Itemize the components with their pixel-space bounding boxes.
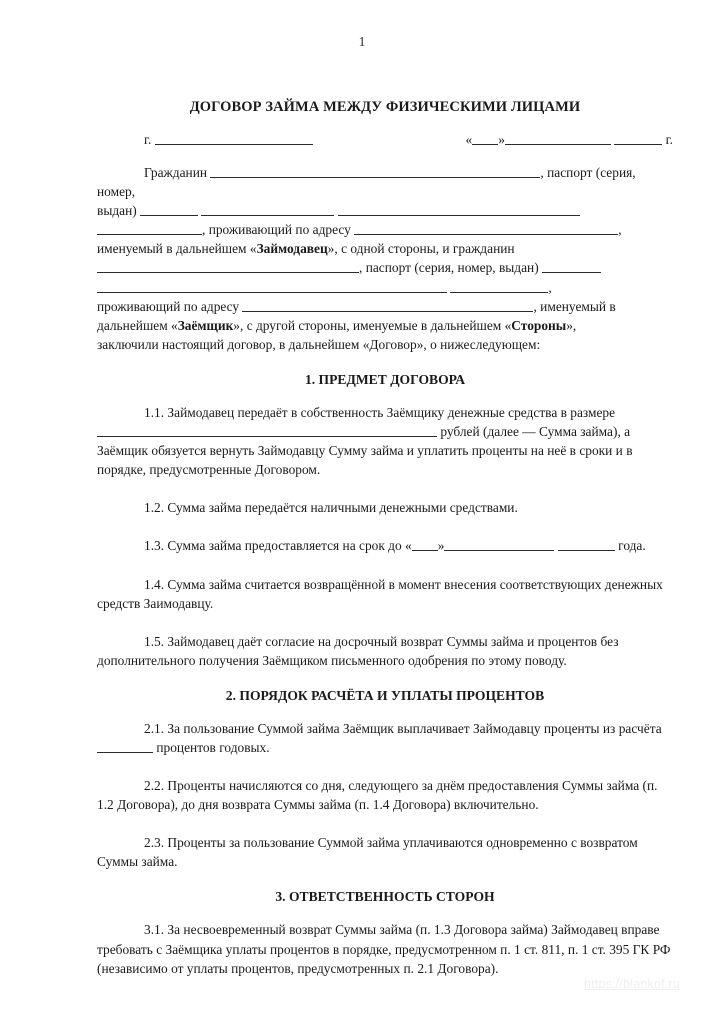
clause-2-1-text-part2: процентов годовых.: [156, 739, 270, 755]
date-close-quote: »: [498, 132, 505, 147]
repayment-day-blank[interactable]: [412, 537, 438, 551]
clause-1-4: 1.4. Сумма займа считается возвращённой в момент внесения соответствующих денежных средств Заимодавцу.: [97, 576, 663, 611]
section-heading-1: 1. ПРЕДМЕТ ДОГОВОРА: [304, 371, 466, 387]
lender-term: Займодавец: [256, 241, 328, 257]
repayment-year-blank[interactable]: [558, 537, 615, 551]
citizen2-passport-number-blank[interactable]: [97, 279, 447, 293]
date-open-quote: «: [465, 132, 473, 147]
page-number: 1: [358, 34, 366, 49]
clause-1-3-text-part3: года.: [618, 538, 646, 554]
document-title: ДОГОВОР ЗАЙМА МЕЖДУ ФИЗИЧЕСКИМИ ЛИЦАМИ: [189, 99, 581, 115]
site-watermark: https://blankof.ru: [583, 977, 680, 991]
lender-designation-prefix: именуемый в дальнейшем «: [97, 241, 257, 257]
clause-1-1: [97, 403, 673, 479]
clause-2-2: 2.2. Проценты начисляются со дня, следующего за днём предоставления Суммы займа (п. 1.2 Договора), до дня возврата Суммы займа (п. 1.4 Договора) включительно.: [97, 778, 658, 813]
citizen2-passport-issued-blank[interactable]: [450, 279, 548, 293]
clause-1-3-text-part1: 1.3. Сумма займа предоставляется на срок до «: [144, 538, 412, 554]
day-blank[interactable]: [472, 131, 498, 145]
citizen1-address-label: , проживающий по адресу: [202, 222, 351, 238]
year-suffix-label: г.: [665, 132, 673, 147]
citizen1-address-comma: ,: [618, 222, 622, 238]
citizen2-address-tail: , именуемый в: [533, 298, 616, 314]
citizen2-passport-label: , паспорт (серия, номер, выдан): [359, 260, 539, 276]
document-body: [97, 98, 673, 978]
citizen2-address-label: проживающий по адресу: [97, 298, 240, 314]
contract-header-row: [97, 130, 673, 151]
citizen1-passport-series-blank[interactable]: [140, 202, 198, 216]
parties-designation-suffix: »,: [566, 317, 577, 333]
interest-rate-blank[interactable]: [97, 739, 153, 753]
loan-amount-blank[interactable]: [97, 423, 437, 437]
city-prefix-label: г.: [144, 132, 152, 147]
citizen1-passport-label: , паспорт (серия, номер,: [97, 165, 636, 200]
year-blank[interactable]: [614, 131, 662, 145]
citizen1-label: Гражданин: [144, 165, 208, 180]
issued-label: выдан): [97, 203, 137, 219]
city-field-group: [144, 130, 313, 149]
citizen1-passport-issued-blank[interactable]: [338, 202, 580, 216]
clause-1-3-close-quote: »: [437, 538, 445, 554]
clause-1-5: 1.5. Займодавец даёт согласие на досрочный возврат Суммы займа и процентов без дополнительного получения Заёмщиком письменного одобрения по этому поводу.: [97, 633, 619, 668]
parties-term: Стороны: [511, 317, 567, 333]
preamble-closing-line: заключили настоящий договор, в дальнейшем «Договор», о нижеследующем:: [97, 336, 541, 352]
clause-2-1: [97, 719, 673, 757]
citizen2-name-blank[interactable]: [97, 259, 359, 273]
citizen1-address-blank[interactable]: [354, 221, 618, 235]
parties-designation-mid: », с другой стороны, именуемые в дальнейшем «: [233, 317, 512, 333]
section-heading-2: 2. ПОРЯДОК РАСЧЁТА И УПЛАТЫ ПРОЦЕНТОВ: [225, 687, 545, 703]
borrower-designation-prefix: дальнейшем «: [97, 317, 178, 333]
citizen2-address-blank[interactable]: [242, 298, 533, 312]
citizen1-name-blank[interactable]: [210, 164, 540, 178]
clause-1-1-text-part2: рублей (далее — Сумма займа), а Заёмщик обязуется вернуть Займодавцу Сумму займа и уплатить проценты на неё в сроки и в порядке, предусмотренные Договором.: [97, 424, 633, 478]
clause-1-3: [97, 536, 673, 555]
citizen1-passport-issued-cont-blank[interactable]: [97, 221, 202, 235]
repayment-month-blank[interactable]: [444, 537, 554, 551]
clause-1-1-text-part1: 1.1. Займодавец передаёт в собственность Заёмщику денежные средства в размере: [144, 404, 616, 420]
month-blank[interactable]: [505, 131, 611, 145]
date-field-group: [466, 130, 673, 149]
city-blank[interactable]: [155, 131, 313, 145]
clause-2-1-text-part1: 2.1. За пользование Суммой займа Заёмщик выплачивает Займодавцу проценты из расчёта: [144, 720, 662, 736]
citizen1-passport-number-blank[interactable]: [201, 202, 334, 216]
section-heading-3: 3. ОТВЕТСТВЕННОСТЬ СТОРОН: [275, 889, 495, 905]
lender-designation-suffix: », с одной стороны, и гражданин: [327, 241, 515, 257]
preamble-paragraph: [97, 163, 673, 354]
clause-3-1: 3.1. За несвоевременный возврат Суммы займа (п. 1.3 Договора займа) Займодавец вправе требовать с Заёмщика уплаты процентов в порядке, предусмотренном п. 1 ст. 811, п. 1 ст. 395 ГК РФ (независимо от уплаты процентов, предусмотренных п. 2.1 Договора).: [97, 922, 671, 976]
borrower-term: Заёмщик: [177, 317, 234, 333]
citizen2-passport-comma: ,: [548, 279, 552, 295]
clause-1-2: 1.2. Сумма займа передаётся наличными денежными средствами.: [144, 500, 518, 516]
clause-2-3: 2.3. Проценты за пользование Суммой займа уплачиваются одновременно с возвратом Суммы займа.: [97, 835, 638, 870]
citizen2-passport-series-blank[interactable]: [542, 259, 601, 273]
